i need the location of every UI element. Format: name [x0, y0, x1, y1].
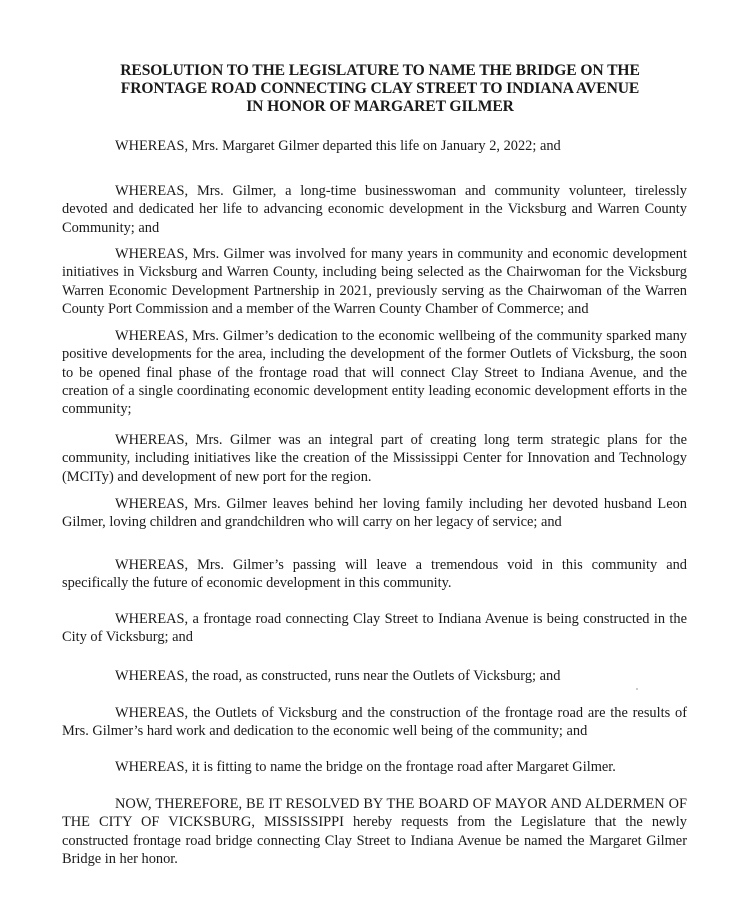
whereas-paragraph-void: WHEREAS, Mrs. Gilmer’s passing will leave a tremendous void in this community and specifically the future of economic development in this community. [62, 557, 687, 592]
whereas-paragraph-frontage-road: WHEREAS, a frontage road connecting Clay Street to Indiana Avenue is being constructed in the City of Vicksburg; and [62, 611, 687, 646]
whereas-paragraph-death: WHEREAS, Mrs. Margaret Gilmer departed this life on January 2, 2022; and [115, 138, 561, 154]
whereas-paragraph-outlets: WHEREAS, the road, as constructed, runs near the Outlets of Vicksburg; and [115, 668, 561, 684]
scan-speck [636, 688, 638, 690]
title-line: RESOLUTION TO THE LEGISLATURE TO NAME THE BRIDGE ON THE [120, 62, 640, 79]
whereas-paragraph-fitting: WHEREAS, it is fitting to name the bridge on the frontage road after Margaret Gilmer. [115, 759, 616, 775]
title-line: IN HONOR OF MARGARET GILMER [246, 98, 514, 115]
whereas-paragraph-hard-work: WHEREAS, the Outlets of Vicksburg and the construction of the frontage road are the results of Mrs. Gilmer’s hard work and dedication to the economic well being of the community; and [62, 705, 687, 740]
whereas-paragraph-strategic-plans: WHEREAS, Mrs. Gilmer was an integral part of creating long term strategic plans for the community, including initiatives like the creation of the Mississippi Center for Innovation and Technology (MCITy) and development of new port for the region. [62, 432, 687, 485]
whereas-paragraph-dedication: WHEREAS, Mrs. Gilmer’s dedication to the economic wellbeing of the community sparked many positive developments for the area, including the development of the former Outlets of Vicksburg, the soon to be opened final phase of the frontage road that will connect Clay Street to Indiana Avenue, and the creation of a single coordinating economic development entity leading economic development efforts in the community; [62, 328, 687, 418]
title-line: FRONTAGE ROAD CONNECTING CLAY STREET TO INDIANA AVENUE [120, 80, 640, 97]
whereas-paragraph-initiatives: WHEREAS, Mrs. Gilmer was involved for many years in community and economic development initiatives in Vicksburg and Warren County, including being selected as the Chairwoman for the Vicksburg Warren Economic Development Partnership in 2021, previously serving as the Chairwoman of the Warren County Port Commission and a member of the Warren County Chamber of Commerce; and [62, 246, 687, 317]
resolved-paragraph: NOW, THEREFORE, BE IT RESOLVED BY THE BOARD OF MAYOR AND ALDERMEN OF THE CITY OF VICKSBURG, MISSISSIPPI hereby requests from the Legislature that the newly constructed frontage road bridge connecting Clay Street to Indiana Avenue be named the Margaret Gilmer Bridge in her honor. [62, 796, 687, 867]
whereas-paragraph-volunteer: WHEREAS, Mrs. Gilmer, a long-time businesswoman and community volunteer, tirelessly devoted and dedicated her life to advancing economic development in the Vicksburg and Warren County Community; and [62, 183, 687, 236]
whereas-paragraph-family: WHEREAS, Mrs. Gilmer leaves behind her loving family including her devoted husband Leon Gilmer, loving children and grandchildren who will carry on her legacy of service; and [62, 496, 687, 531]
resolution-title [90, 62, 670, 116]
